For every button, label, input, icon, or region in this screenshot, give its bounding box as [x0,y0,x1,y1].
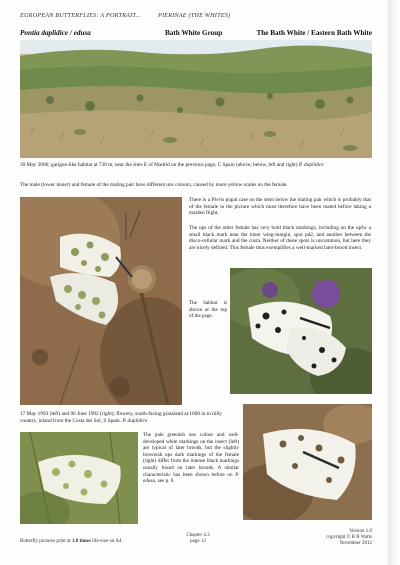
habitat-caption-species: P. daplidice [298,162,324,168]
female-thistle-photo [230,268,372,394]
footer-left-b: life-size on A4 [90,539,122,544]
version-label: Version 1.0 [349,529,372,534]
lower-caption-species: P. daplidice [122,417,148,424]
habitat-photo [20,40,372,158]
paragraph-bold-markings [189,225,371,252]
lower-text-italic: P. edusa [143,471,239,485]
footer-left [20,539,170,545]
lower-caption-text: 17 May 1993 (left) and 06 June 1992 (right); flowery, south-facing grassland at 1000 m in hilly country, inland from the Costa del Sol, S Spain. [20,411,222,424]
p1-text-b: pupal case on the stem below the mating pair which is probably that of the female in the picture which must therefore have been mated before taking a maiden flight. [189,197,371,217]
chapter-label: Chapter 4.3 [186,533,210,538]
lower-text [143,432,239,485]
group-name: Bath White Group [165,29,223,37]
lower-caption [20,411,232,424]
p2-text: The ups of the other female has very bold black markings, including on the upfw a small black mark near the inner wing-margin, spot pd2, and another between the disco-cellular mark and the costa. Neither of these spots is uncommon, but here they are nicely defined. This female thus exemplifies a well-marked later-brood insect. [189,225,371,252]
p1-italic: Pieris [211,197,225,203]
footer-right [290,529,372,547]
habitat-caption-text: 30 May 2006; garigue-like habitat at 730 m, near the sites E of Madrid on the previous page, C Spain (above; below, left and right) [20,162,298,168]
intro-text-line: The male (lower insect) and female of the mating pair have different uns colours, caused by more yellow scales on the female. [20,182,288,188]
footer-left-bold: 1.8 times [71,539,91,544]
habitat-caption [20,162,372,169]
lower-text-a: The pale greenish uns colour and well-developed white markings on the insect (left) are typical of later broods, but the slightly brownish ups dark markings of the female (right) differ from the intense black markings usually found on later broods. A similar characteristic has been shown before on [143,432,239,478]
p1-text-a: There is a [189,197,212,203]
copyright-label: copyright © B R Watts [326,535,372,540]
body-text-mid [189,225,371,255]
series-title: EUROPEAN BUTTERFLIES: A PORTRAIT... [20,12,141,19]
date-label: November 2012 [339,541,372,546]
page-edge [388,0,400,565]
brownish-female-photo [243,404,372,520]
species-header [20,29,372,37]
paragraph-habitat-ref [189,300,227,320]
species-name: Pontia daplidice / edusa [20,29,91,37]
common-name: The Bath White / Eastern Bath White [256,29,372,37]
page-number: page 12 [190,539,206,544]
body-text-top [189,197,371,220]
lower-text-b: , see p. 8. [155,478,175,485]
running-header [20,12,231,19]
footer-center [172,533,224,545]
family-title: PIERINAE (THE WHITES) [158,12,231,19]
body-text-narrow [189,300,227,323]
intro-text [20,182,372,189]
green-form-photo [20,432,138,524]
paragraph-pupal-case [189,197,371,217]
footer-left-a: Butterfly pictures print at [20,539,72,544]
mating-pair-photo [20,197,182,405]
p3-text: The habitat is shown at the top of the page. [189,300,227,320]
